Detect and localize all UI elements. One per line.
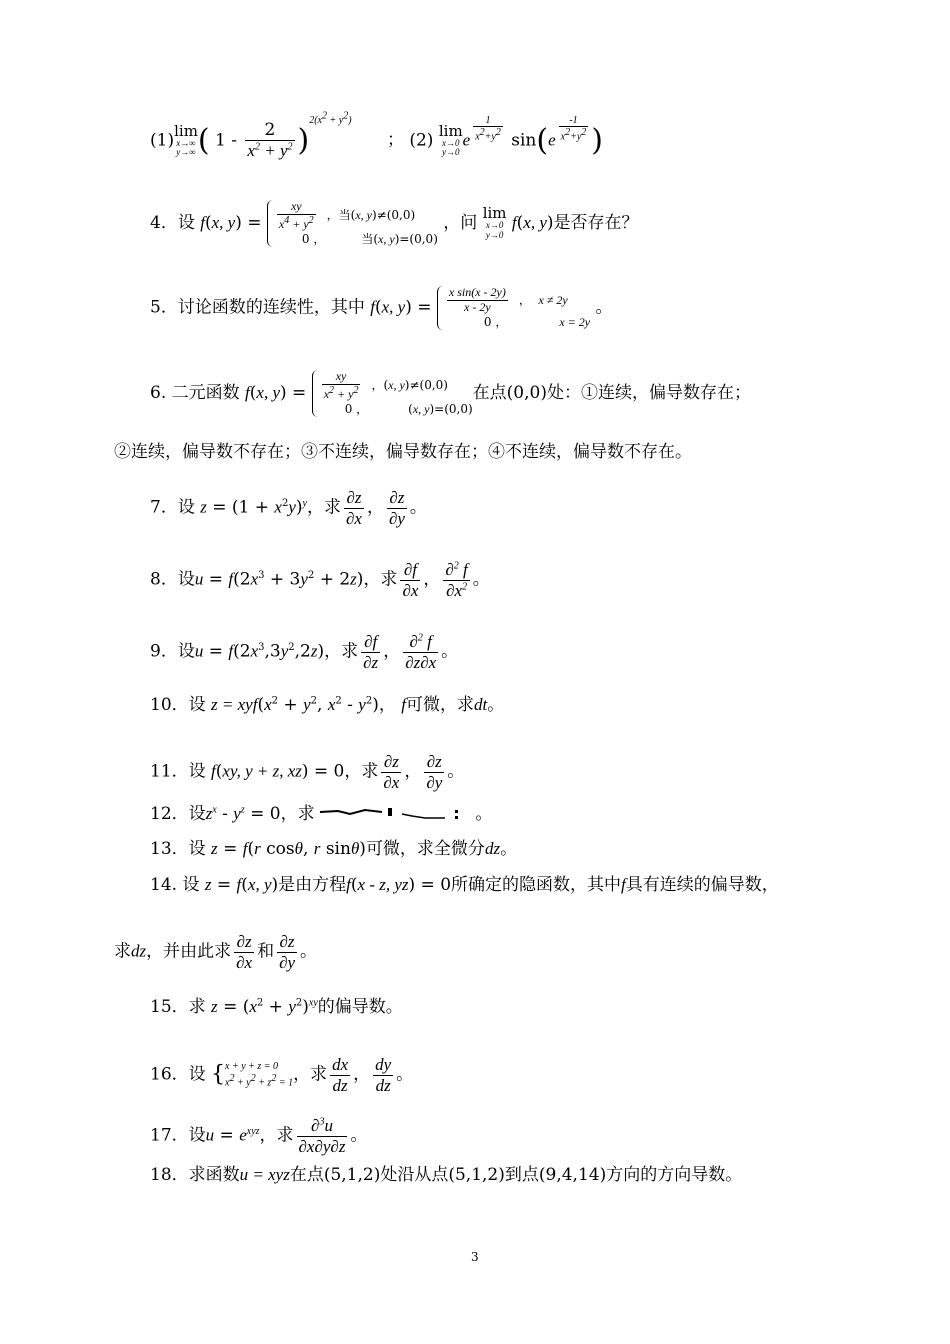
exercise-5: 5．讨论函数的连续性，其中 f(x, y) = $\frac{\text{x sin(x - 2y)}}{x - 2y}$ ， x ≠ 2y 0 ， x = 2y 。: [150, 285, 613, 329]
exercise-18: 18．求函数u = xyz在点(5,1,2)处沿从点(5,1,2)到点(9,4,14)方向的方向导数。: [150, 1165, 743, 1185]
exercise-14-cont: 求dz，并由此求 $\frac{\partial z}{\partial x}$ 和 $\frac{\partial z}{\partial y}$ 。: [114, 932, 318, 972]
piecewise-brace: $\frac{\text{x sin(x - 2y)}}{x - 2y}$ ， x ≠ 2y 0 ， x = 2y: [437, 286, 590, 330]
exercise-13: 13．设 z = f(r cosθ, r sinθ)可微，求全微分dz。: [150, 839, 518, 859]
garbled-formula-image: [320, 808, 470, 822]
exercise-12: 12．设$z^x - y^z = 0$，求 。: [150, 804, 493, 824]
exercise-9: 9．设$u = f(2x^3,3y^2,2z)$，求 $\frac{\partial f}{\partial z}$ ， $\frac{\partial^2 f}{\partial z\partial x}$ 。: [150, 632, 459, 672]
exercise-16: 16．设 { x + y + z = 0 $x^2 + y^2 + z^2 = 1$ ，求 $\frac{dx}{dz}$ ， $\frac{dy}{dz}$ 。: [150, 1055, 414, 1095]
exercise-10: 10．设 $z = xyf(x^2 + y^2$, $x^2 - y^2$)， f可微，求dt。: [150, 695, 505, 715]
exercise-8: 8．设$u = f(2x^3 + 3y^2 + 2z)$，求 $\frac{\partial f}{\partial x}$ ， $\frac{\partial^2 f}{\partial x^2}$ 。: [150, 560, 490, 600]
limit-operator: lim x→∞ y→∞: [174, 121, 198, 158]
limit-operator: lim x→0 y→0: [438, 121, 463, 158]
exercise-7: 7．设 $z = (1 + x^2y)^y$，求 $\frac{\partial z}{\partial x}$ ， $\frac{\partial z}{\partial y}$ 。: [150, 488, 427, 528]
exercise-11: 11．设 f(xy, y + z, xz) = 0，求 $\frac{\partial z}{\partial x}$ ， $\frac{\partial z}{\partial y}$ 。: [150, 752, 465, 792]
exercise-15: 15．求 $z = (x^2 + y^2)^{xy}$的偏导数。: [150, 997, 403, 1017]
exercise-6: 6. 二元函数 f(x, y) = $\frac{xy}{x^2 + y^2}$ ，(x, y)≠(0,0) 0 ， (x, y)=(0,0) 在点(0,0)处：①连续，偏导数存在；: [150, 369, 751, 416]
exercise-6-options: ②连续，偏导数不存在；③不连续，偏导数存在；④不连续，偏导数不存在。: [114, 442, 692, 462]
exercise-4: 4．设 f(x, y) = $\frac{xy}{x^4 + y^2}$ ，当(x, y)≠(0,0) 0 ， 当(x, y)=(0,0) ，问 lim x→0 y→0 f(x, y)是否存在？: [150, 199, 639, 246]
exercise-14: 14. 设 z = f(x, y)是由方程f(x - z, yz) = 0所确定的隐函数，其中f具有连续的偏导数，: [150, 875, 779, 895]
limit-operator: lim x→0 y→0: [482, 204, 507, 240]
piecewise-brace: $\frac{xy}{x^2 + y^2}$ ，(x, y)≠(0,0) 0 ， (x, y)=(0,0): [312, 370, 473, 417]
exercise-17: 17．设$u = e^{xyz}$，求 $\frac{\partial^3u}{\partial x\partial y\partial z}$ 。: [150, 1116, 368, 1156]
fraction: $\frac{2}{x^2 + y^2}$: [247, 119, 293, 161]
page-number: 3: [471, 1250, 479, 1264]
exercise-3-line: (1) lim x→∞ y→∞ ( 1 - $\frac{2}{x^2 + y^2}$ )$^{2(x^2 + y^2)}$ ； (2) lim x→0 y→0 e $^{\frac{1}{x^2+y^2}}$ sin(e $^{\frac{-1}{x^2+y^2}}$ ): [150, 111, 604, 161]
piecewise-brace: $\frac{xy}{x^4 + y^2}$ ，当(x, y)≠(0,0) 0 ， 当(x, y)=(0,0): [267, 200, 438, 247]
